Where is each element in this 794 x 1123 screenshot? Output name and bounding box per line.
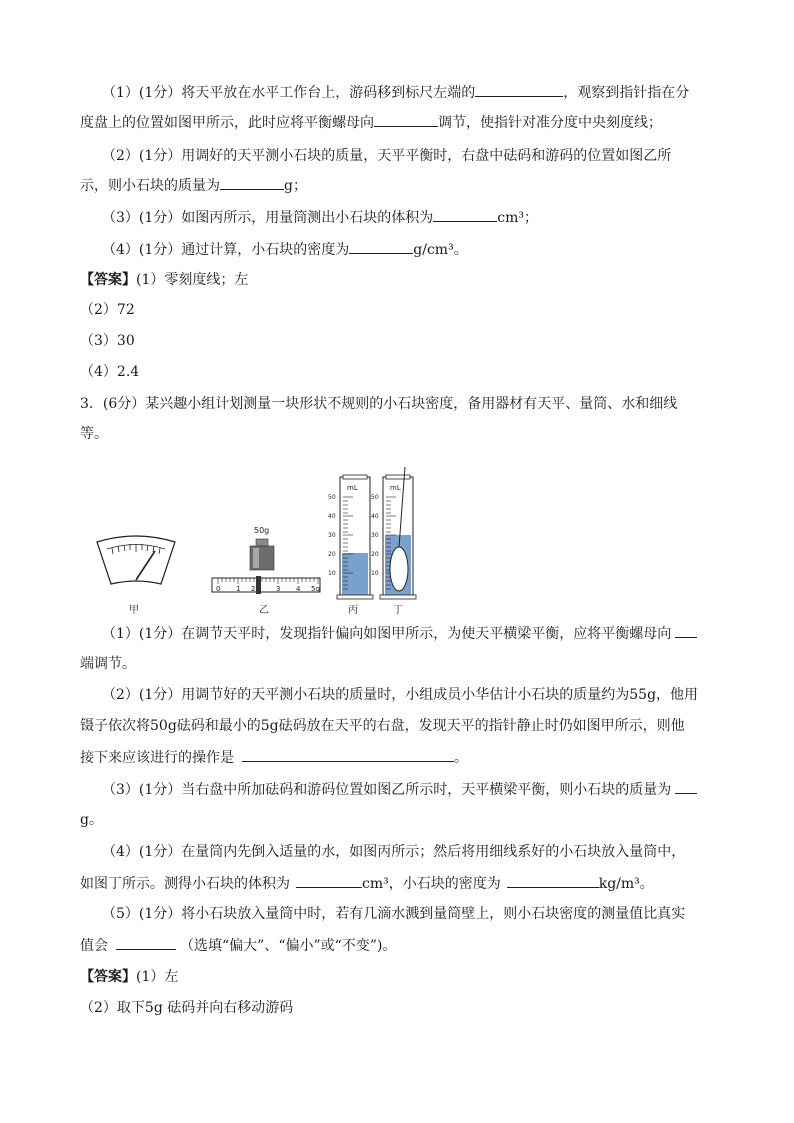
- q2-answer-line1: [80, 270, 720, 290]
- text: （4）(1分）通过计算，小石块的密度为: [102, 242, 350, 258]
- label-jia: 甲: [129, 605, 139, 616]
- scale-40: 40: [328, 513, 336, 520]
- q2-answer-line3: （3）30: [80, 333, 135, 349]
- q3-stem-line2: 等。: [80, 426, 108, 442]
- scale-10: 10: [328, 570, 336, 577]
- ruler-tick-5: 5g: [311, 585, 320, 593]
- q2-part1-line2: [80, 112, 720, 133]
- answer-blank[interactable]: [374, 112, 438, 127]
- text: （选填“偏大”、“偏小”或“不变”)。: [180, 938, 397, 954]
- q3-part2-line2: 镊子依次将50g砝码和最小的5g砝码放在天平的右盘，发现天平的指针静止时仍如图甲所示，则他: [80, 718, 685, 734]
- q2-answer-line4: （4）2.4: [80, 364, 140, 380]
- cylinder-unit-ding: mL: [390, 484, 401, 492]
- answer-blank[interactable]: [675, 779, 697, 794]
- text: g；: [284, 178, 307, 194]
- scale-50-ding: 50: [371, 494, 379, 501]
- q2-part2-line1: （2）(1分）用调好的天平测小石块的质量，天平平衡时，右盘中砝码和游码的位置如图乙所: [102, 148, 672, 164]
- answer-blank[interactable]: [349, 239, 413, 254]
- answer-text: (1）左: [136, 969, 179, 985]
- weight-label: 50g: [254, 526, 270, 535]
- text: 度盘上的位置如图甲所示，此时应将平衡螺母向: [80, 115, 374, 131]
- q3-answer-line1: [80, 967, 720, 987]
- ruler-tick-3: 3: [276, 585, 281, 593]
- text: ，观察到指针指在分: [563, 85, 690, 101]
- q3-figure: [85, 465, 445, 620]
- answer-blank[interactable]: [116, 935, 176, 950]
- answer-blank[interactable]: [220, 175, 284, 190]
- cylinder-ding: [371, 467, 416, 616]
- text: （3）(1分）当右盘中所加砝码和游码位置如图乙所示时，天平横梁平衡，则小石块的质量为: [102, 782, 672, 798]
- answer-blank[interactable]: [242, 747, 454, 762]
- q2-part4: [80, 239, 742, 260]
- ruler-tick-0: 0: [216, 585, 221, 593]
- scale-20: 20: [328, 551, 336, 558]
- q3-part2-line3: [80, 747, 720, 768]
- text: cm³，小石块的密度为: [362, 876, 501, 892]
- answer-tag: 【答案】: [80, 969, 136, 985]
- text: g/cm³。: [413, 242, 468, 258]
- q3-part3-line1: [80, 779, 742, 800]
- text: 。: [454, 750, 468, 766]
- q3-stem-line1: 3．(6分）某兴趣小组计划测量一块形状不规则的小石块密度，备用器材有天平、量筒、水和细线: [80, 396, 678, 412]
- scale-20-ding: 20: [371, 551, 379, 558]
- text: （3）(1分）如图丙所示，用量筒测出小石块的体积为: [102, 210, 434, 226]
- dial-jia: [97, 536, 175, 616]
- q3-part2-line1: （2）(1分）用调节好的天平测小石块的质量时，小组成员小华估计小石块的质量约为55g，他用: [102, 687, 699, 703]
- text: 示，则小石块的质量为: [80, 178, 220, 194]
- answer-blank[interactable]: [507, 873, 599, 888]
- answer-blank[interactable]: [433, 207, 497, 222]
- weight-yi: [250, 526, 274, 570]
- text: 调节，使指针对准分度中央刻度线；: [438, 115, 662, 131]
- q3-part1-line2: 端调节。: [80, 656, 136, 672]
- q3-part4-line2: [80, 873, 720, 894]
- scale-30-ding: 30: [371, 532, 379, 539]
- text: （1）(1分）在调节天平时，发现指针偏向如图甲所示，为使天平横梁平衡，应将平衡螺母向: [102, 626, 672, 642]
- answer-blank[interactable]: [475, 82, 563, 97]
- ruler-tick-1: 1: [236, 585, 241, 593]
- text: 接下来应该进行的操作是: [80, 750, 234, 766]
- text: kg/m³。: [598, 876, 654, 892]
- label-yi: 乙: [259, 605, 269, 616]
- q3-part1-line1: [80, 623, 742, 644]
- q3-answer-line2: （2）取下5g 砝码并向右移动游码: [80, 1000, 294, 1016]
- cylinder-bing: [328, 475, 373, 616]
- cylinder-unit-bing: mL: [347, 484, 358, 492]
- text: cm³；: [497, 210, 539, 226]
- q2-answer-line2: （2）72: [80, 302, 135, 318]
- ruler-yi: [212, 576, 320, 616]
- label-ding: 丁: [393, 605, 403, 616]
- scale-50: 50: [328, 494, 336, 501]
- scale-10-ding: 10: [371, 570, 379, 577]
- q3-part4-line1: （4）(1分）在量筒内先倒入适量的水，如图丙所示；然后将用细线系好的小石块放入量筒中，: [102, 844, 686, 860]
- scale-40-ding: 40: [371, 513, 379, 520]
- text: （1）(1分）将天平放在水平工作台上，游码移到标尺左端的: [102, 85, 476, 101]
- ruler-tick-4: 4: [296, 585, 301, 593]
- answer-text: (1）零刻度线；左: [136, 272, 249, 288]
- q2-part1-line1: [80, 82, 742, 103]
- label-bing: 丙: [348, 605, 358, 616]
- answer-tag: 【答案】: [80, 272, 136, 288]
- scale-30: 30: [328, 532, 336, 539]
- figure-svg: [85, 465, 445, 620]
- answer-blank[interactable]: [296, 873, 362, 888]
- q3-part5-line1: （5）(1分）将小石块放入量筒中时，若有几滴水溅到量筒壁上，则小石块密度的测量值比真实: [102, 906, 686, 922]
- text: 值会: [80, 938, 108, 954]
- q2-part2-line2: [80, 175, 720, 196]
- q3-part5-line2: [80, 935, 720, 956]
- text: 如图丁所示。测得小石块的体积为: [80, 876, 290, 892]
- ruler-tick-2: 2: [251, 585, 256, 593]
- q2-part3: [80, 207, 742, 228]
- q3-part3-line2: g。: [80, 812, 103, 828]
- answer-blank[interactable]: [675, 623, 697, 638]
